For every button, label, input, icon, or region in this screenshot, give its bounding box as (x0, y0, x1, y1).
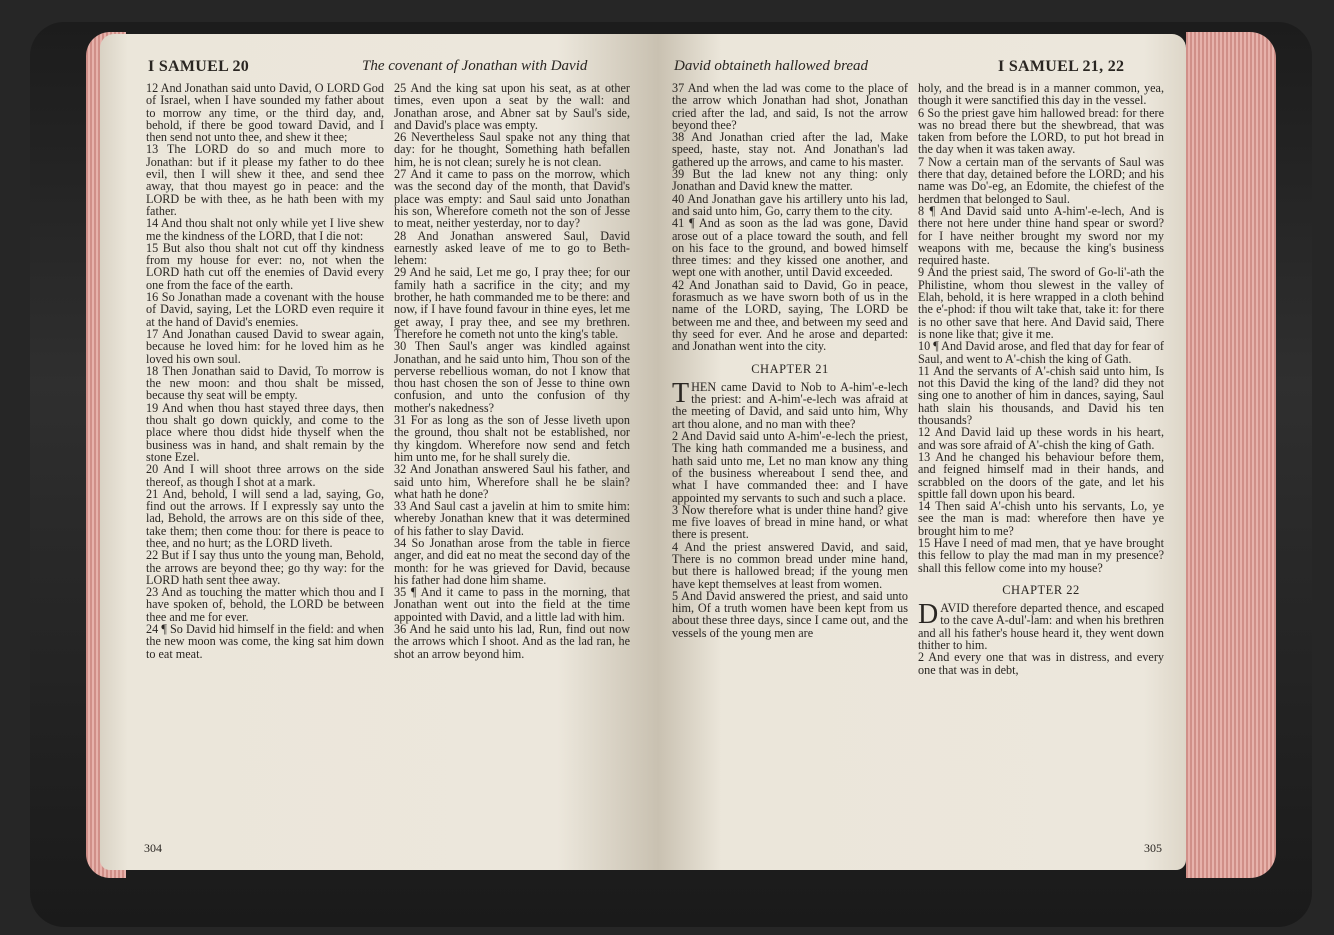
verse: 27 And it came to pass on the morrow, which was the second day of the month, that David's place was empty: and Saul said unto Jonathan his son, Wherefore cometh not the son of Jesse to meat, neither yesterday, nor to day? (394, 167, 630, 231)
verse: 12 And Jonathan said unto David, O LORD God of Israel, when I have sounded my father about to morrow any time, or the third day, and, behold, if there be good toward David, and I then send not unto thee, and shew it thee; (146, 81, 384, 145)
chapter-21-verse-1 (672, 377, 908, 431)
verse: 24 ¶ So David hid himself in the field: and when the new moon was come, the king sat him down to eat meat. (146, 622, 384, 661)
verse: 7 Now a certain man of the servants of Saul was there that day, detained before the LORD; and his name was Do'-eg, an Edomite, the chiefest of the herdmen that belonged to Saul. (918, 154, 1164, 206)
chapter-22-verse-1-text: AVID therefore departed thence, and escaped to the cave A-dul'-lam: and when his brethren and all his father's house heard it, they went down thither to him. (918, 601, 1164, 653)
left-book-heading: I SAMUEL 20 (148, 58, 250, 75)
verse: 36 And he said unto his lad, Run, find out now the arrows which I shoot. And as the lad ran, he shot an arrow beyond him. (394, 622, 630, 661)
right-column-1 (672, 82, 908, 639)
verse: 2 And every one that was in distress, and every one that was in debt, (918, 650, 1164, 677)
verse: 41 ¶ And as soon as the lad was gone, David arose out of a place toward the south, and fell on his face to the ground, and bowed himself three times: and they kissed one another, and wept one with another, until David exceeded. (672, 216, 908, 280)
chapter-21-verse-1-text: HEN came David to Nob to A-him'-e-lech the priest: and A-him'-e-lech was afraid at the meeting of David, and said unto him, Why art thou alone, and no man with thee? (672, 379, 908, 431)
verse: 30 Then Saul's anger was kindled against Jonathan, and he said unto him, Thou son of the perverse rebellious woman, do not I know that thou hast chosen the son of Jesse to thine own confusion, and unto the confusion of thy mother's nakedness? (394, 339, 630, 415)
verse: 20 And I will shoot three arrows on the side thereof, as though I shot at a mark. (146, 462, 384, 489)
verse: 14 Then said A'-chish unto his servants, Lo, ye see the man is mad: wherefore then have ye brought him to me? (918, 499, 1164, 538)
verse: 33 And Saul cast a javelin at him to smite him: whereby Jonathan knew that it was determined of his father to slay David. (394, 499, 630, 538)
chapter-22-verse-1 (918, 599, 1164, 653)
right-page-edges (1186, 32, 1276, 878)
left-page-number: 304 (144, 841, 162, 855)
verse: 23 And as touching the matter which thou and I have spoken of, behold, the LORD be between thee and me for ever. (146, 585, 384, 624)
verse: 13 And he changed his behaviour before them, and feigned himself mad in their hands, and scrabbled on the doors of the gate, and let his spittle fall down upon his beard. (918, 449, 1164, 501)
verse: 14 And thou shalt not only while yet I live shew me the kindness of the LORD, that I die not: (146, 216, 384, 243)
verse: 21 And, behold, I will send a lad, saying, Go, find out the arrows. If I expressly say unto the lad, Behold, the arrows are on this side of thee, take them; then come thou: for there is peace to thee, and no hurt; as the LORD liveth. (146, 486, 384, 550)
verse: 37 And when the lad was come to the place of the arrow which Jonathan had shot, Jonathan cried after the lad, and said, Is not the arrow beyond thee? (672, 81, 908, 132)
verse: 28 And Jonathan answered Saul, David earnestly asked leave of me to go to Beth-lehem: (394, 228, 630, 268)
right-running-title: David obtaineth hallowed bread (674, 58, 869, 74)
verse: 40 And Jonathan gave his artillery unto his lad, and said unto him, Go, carry them to the city. (672, 191, 908, 218)
verse: 15 Have I need of mad men, that ye have brought this fellow to play the mad man in my presence? shall this fellow come into my house? (918, 535, 1164, 575)
verse: 34 So Jonathan arose from the table in fierce anger, and did eat no meat the second day of the month: for he was grieved for David, because his father had done him shame. (394, 535, 630, 587)
verse: 19 And when thou hast stayed three days, then thou shalt go down quickly, and come to the place where thou didst hide thyself when the business was in hand, and shalt remain by the stone Ezel. (146, 400, 384, 464)
verse: 9 And the priest said, The sword of Go-li'-ath the Philistine, whom thou slewest in the valley of Elah, behold, it is here wrapped in a cloth behind the e'-phod: if thou wilt take that, take it: for there is no other save that here. And David said, There is none like that; give it me. (918, 265, 1164, 341)
verse: 17 And Jonathan caused David to swear again, because he loved him: for he loved him as he loved his own soul. (146, 326, 384, 366)
verse: 16 So Jonathan made a covenant with the house of David, saying, Let the LORD even require it at the hand of David's enemies. (146, 290, 384, 329)
verse: 2 And David said unto A-him'-e-lech the priest, The king hath commanded me a business, and hath said unto me, Let no man know any thing of the business whereabout I send thee, and what I have commanded thee: and I have appointed my servants to such and such a place. (672, 429, 908, 505)
left-column-2 (394, 82, 630, 660)
left-running-title: The covenant of Jonathan with David (362, 58, 588, 74)
verse: 26 Nevertheless Saul spake not any thing that day: for he thought, Something hath befallen him, he is not clean; surely he is not clean. (394, 130, 630, 169)
verse: 4 And the priest answered David, and said, There is no common bread under mine hand, but there is hallowed bread; if the young men have kept themselves at least from women. (672, 539, 908, 591)
verse: 22 But if I say thus unto the young man, Behold, the arrows are beyond thee; go thy way: for the LORD hath sent thee away. (146, 548, 384, 587)
verse: 18 Then Jonathan said to David, To morrow is the new moon: and thou shalt be missed, because thy seat will be empty. (146, 363, 384, 403)
right-book-heading: I SAMUEL 21, 22 (998, 58, 1125, 75)
verse: 25 And the king sat upon his seat, as at other times, even upon a seat by the wall: and Jonathan arose, and Abner sat by Saul's side, and David's place was empty. (394, 81, 630, 132)
verse: 35 ¶ And it came to pass in the morning, that Jonathan went out into the field at the time appointed with David, and a little lad with him. (394, 585, 630, 624)
verse: 38 And Jonathan cried after the lad, Make speed, haste, stay not. And Jonathan's lad gathered up the arrows, and came to his master. (672, 130, 908, 169)
right-page-number: 305 (1144, 841, 1162, 855)
left-column-1 (146, 82, 384, 660)
verse: 12 And David laid up these words in his heart, and was sore afraid of A'-chish the king of Gath. (918, 425, 1164, 452)
chapter-21-heading: CHAPTER 21 (751, 361, 829, 376)
verse: 32 And Jonathan answered Saul his father, and said unto him, Wherefore shall he be slain? what hath he done? (394, 462, 630, 501)
chapter-21-dropcap: T (672, 377, 690, 409)
chapter-22-heading: CHAPTER 22 (1002, 582, 1080, 597)
verse: 3 Now therefore what is under thine hand? give me five loaves of bread in mine hand, or what there is present. (672, 502, 908, 542)
chapter-22-dropcap: D (918, 599, 939, 631)
verse: 31 For as long as the son of Jesse liveth upon the ground, thou shalt not be established, nor thy kingdom. Wherefore now send and fetch him unto me, for he shall surely die. (394, 413, 630, 464)
verse: 8 ¶ And David said unto A-him'-e-lech, And is there not here under thine hand spear or sword? for I have neither brought my sword nor my weapons with me, because the king's business required haste. (918, 203, 1164, 268)
verse: 29 And he said, Let me go, I pray thee; for our family hath a sacrifice in the city; and my brother, he hath commanded me to be there: and now, if I have found favour in thine eyes, let me get away, I pray thee, and see my brethren. Therefore he cometh not unto the king's table. (394, 265, 630, 341)
verse: 5 And David answered the priest, and said unto him, Of a truth women have been kept from us about these three days, since I came out, and the vessels of the young men are (672, 588, 908, 640)
verse: 42 And Jonathan said to David, Go in peace, forasmuch as we have sworn both of us in the name of the LORD, saying, The LORD be between me and thee, and between my seed and thy seed for ever. And he arose and departed: and Jonathan went into the city. (672, 277, 908, 354)
right-page (658, 34, 1186, 870)
verse: 10 ¶ And David arose, and fled that day for fear of Saul, and went to A'-chish the king of Gath. (918, 339, 1164, 366)
right-column-2 (918, 82, 1164, 676)
verse: 15 But also thou shalt not cut off thy kindness from my house for ever: no, not when the LORD hath cut off the enemies of David every one from the face of the earth. (146, 240, 384, 292)
verse: 39 But the lad knew not any thing: only Jonathan and David knew the matter. (672, 167, 908, 194)
verse: 6 So the priest gave him hallowed bread: for there was no bread there but the shewbread, that was taken from before the LORD, to put hot bread in the day when it was taken away. (918, 105, 1164, 157)
left-page (100, 34, 658, 870)
verse: 11 And the servants of A'-chish said unto him, Is not this David the king of the land? did they not sing one to another of him in dances, saying, Saul hath slain his thousands, and David his ten thousands? (918, 363, 1164, 428)
verse: 13 The LORD do so and much more to Jonathan: but if it please my father to do thee evil, then I will shew it thee, and send thee away, that thou mayest go in peace: and the LORD be with thee, as he hath been with my father. (146, 142, 384, 218)
verse: holy, and the bread is in a manner common, yea, though it were sanctified this day in the vessel. (918, 81, 1164, 108)
